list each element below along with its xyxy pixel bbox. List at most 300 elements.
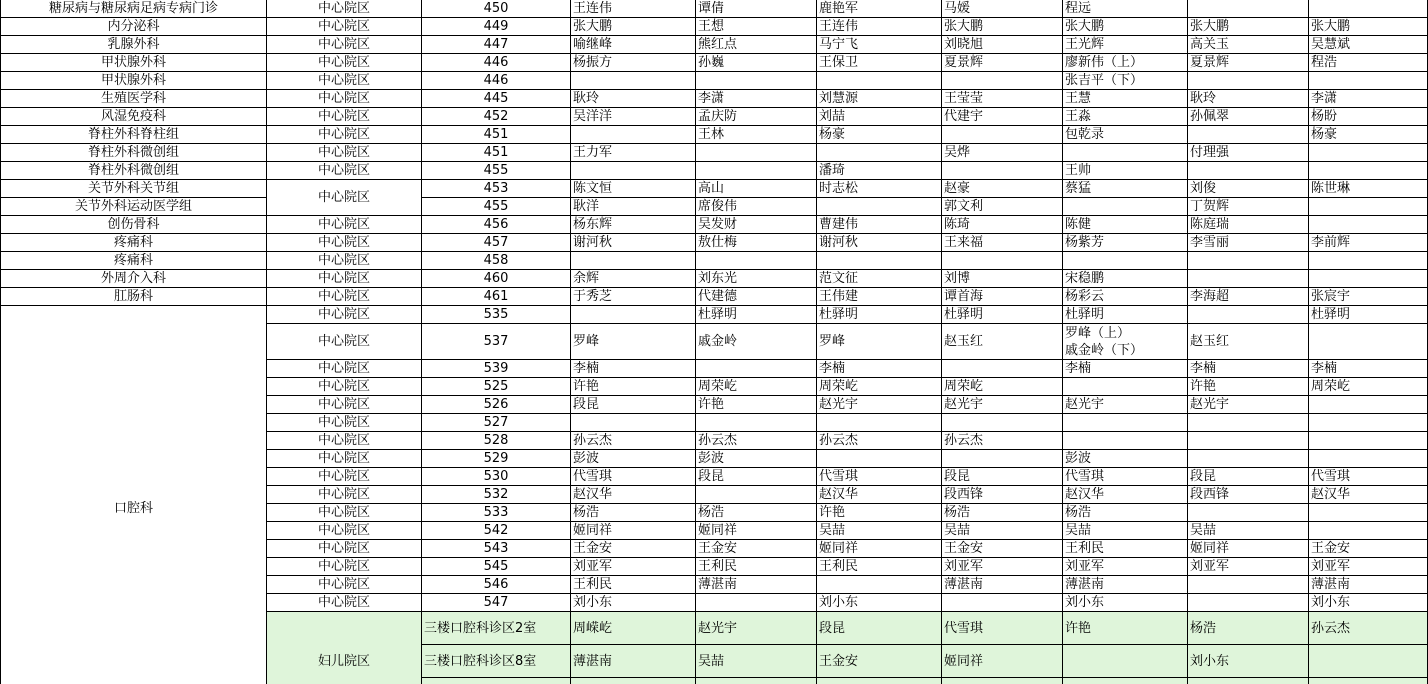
campus-cell[interactable]: 中心院区 bbox=[267, 288, 422, 306]
dept-cell[interactable]: 口腔科 bbox=[1, 306, 267, 684]
doctor-cell[interactable]: 李楠 bbox=[817, 360, 942, 378]
room-cell[interactable]: 546 bbox=[422, 576, 571, 594]
doctor-cell[interactable]: 宋稳鹏 bbox=[1063, 270, 1188, 288]
doctor-cell[interactable]: 耿玲 bbox=[1188, 90, 1309, 108]
doctor-cell[interactable] bbox=[571, 162, 696, 180]
room-cell[interactable]: 543 bbox=[422, 540, 571, 558]
room-cell[interactable]: 455 bbox=[422, 162, 571, 180]
doctor-cell[interactable] bbox=[571, 126, 696, 144]
doctor-cell[interactable] bbox=[942, 72, 1063, 90]
campus-cell[interactable]: 中心院区 bbox=[267, 18, 422, 36]
empty-cell[interactable] bbox=[1188, 678, 1309, 684]
campus-cell[interactable]: 中心院区 bbox=[267, 468, 422, 486]
doctor-cell[interactable]: 薄湛南 bbox=[1063, 576, 1188, 594]
room-cell[interactable]: 526 bbox=[422, 396, 571, 414]
doctor-cell[interactable]: 付理强 bbox=[1188, 144, 1309, 162]
doctor-cell[interactable]: 谭首海 bbox=[942, 288, 1063, 306]
doctor-cell[interactable] bbox=[1309, 414, 1428, 432]
doctor-cell[interactable]: 赵汉华 bbox=[1063, 486, 1188, 504]
doctor-cell[interactable]: 耿玲 bbox=[571, 90, 696, 108]
doctor-cell[interactable]: 刘晓旭 bbox=[942, 36, 1063, 54]
doctor-cell[interactable]: 陈文恒 bbox=[571, 180, 696, 198]
doctor-cell[interactable]: 薄湛南 bbox=[942, 576, 1063, 594]
doctor-cell[interactable]: 范文征 bbox=[817, 270, 942, 288]
doctor-cell[interactable] bbox=[696, 594, 817, 612]
doctor-cell[interactable]: 孙云杰 bbox=[696, 432, 817, 450]
doctor-cell[interactable]: 李雪丽 bbox=[1188, 234, 1309, 252]
doctor-cell[interactable]: 吴洋洋 bbox=[571, 108, 696, 126]
room-cell[interactable]: 452 bbox=[422, 108, 571, 126]
doctor-cell[interactable]: 姬同祥 bbox=[696, 522, 817, 540]
room-cell[interactable]: 527 bbox=[422, 414, 571, 432]
doctor-cell[interactable]: 段昆 bbox=[942, 468, 1063, 486]
doctor-cell[interactable] bbox=[1309, 0, 1428, 18]
empty-cell[interactable] bbox=[422, 678, 571, 684]
doctor-cell[interactable] bbox=[1309, 252, 1428, 270]
doctor-cell[interactable]: 刘俊 bbox=[1188, 180, 1309, 198]
doctor-cell[interactable]: 李楠 bbox=[571, 360, 696, 378]
doctor-cell[interactable]: 周荣屹 bbox=[942, 378, 1063, 396]
campus-cell[interactable]: 妇儿院区 bbox=[267, 612, 422, 684]
doctor-cell[interactable]: 杨振方 bbox=[571, 54, 696, 72]
room-cell[interactable]: 445 bbox=[422, 90, 571, 108]
campus-cell[interactable]: 中心院区 bbox=[267, 54, 422, 72]
room-cell[interactable]: 529 bbox=[422, 450, 571, 468]
doctor-cell[interactable]: 许艳 bbox=[1063, 612, 1188, 645]
doctor-cell[interactable] bbox=[1188, 414, 1309, 432]
campus-cell[interactable]: 中心院区 bbox=[267, 0, 422, 18]
doctor-cell[interactable]: 赵光宇 bbox=[942, 396, 1063, 414]
doctor-cell[interactable]: 王力军 bbox=[571, 144, 696, 162]
doctor-cell[interactable]: 谭倩 bbox=[696, 0, 817, 18]
doctor-cell[interactable] bbox=[1309, 144, 1428, 162]
doctor-cell[interactable] bbox=[1309, 162, 1428, 180]
campus-cell[interactable]: 中心院区 bbox=[267, 594, 422, 612]
doctor-cell[interactable]: 王帅 bbox=[1063, 162, 1188, 180]
doctor-cell[interactable]: 吴烨 bbox=[942, 144, 1063, 162]
doctor-cell[interactable]: 夏景辉 bbox=[1188, 54, 1309, 72]
doctor-cell[interactable]: 周荣屹 bbox=[1309, 378, 1428, 396]
doctor-cell[interactable]: 刘亚军 bbox=[1063, 558, 1188, 576]
doctor-cell[interactable] bbox=[817, 72, 942, 90]
doctor-cell[interactable]: 刘博 bbox=[942, 270, 1063, 288]
empty-cell[interactable] bbox=[696, 678, 817, 684]
doctor-cell[interactable] bbox=[817, 252, 942, 270]
room-cell[interactable]: 447 bbox=[422, 36, 571, 54]
doctor-cell[interactable]: 彭波 bbox=[571, 450, 696, 468]
doctor-cell[interactable]: 谢河秋 bbox=[817, 234, 942, 252]
room-cell[interactable]: 537 bbox=[422, 324, 571, 360]
doctor-cell[interactable]: 赵光宇 bbox=[696, 612, 817, 645]
doctor-cell[interactable]: 王连伟 bbox=[571, 0, 696, 18]
doctor-cell[interactable]: 代雪琪 bbox=[1309, 468, 1428, 486]
doctor-cell[interactable]: 王金安 bbox=[1309, 540, 1428, 558]
doctor-cell[interactable] bbox=[942, 594, 1063, 612]
doctor-cell[interactable] bbox=[1063, 324, 1188, 360]
doctor-cell[interactable]: 张吉平（下） bbox=[1063, 72, 1188, 90]
dept-cell[interactable]: 疼痛科 bbox=[1, 252, 267, 270]
doctor-cell[interactable]: 孙云杰 bbox=[942, 432, 1063, 450]
doctor-cell[interactable]: 王林 bbox=[696, 126, 817, 144]
doctor-cell[interactable]: 张大鹏 bbox=[571, 18, 696, 36]
doctor-cell[interactable]: 杜驿明 bbox=[696, 306, 817, 324]
doctor-cell[interactable]: 高关玉 bbox=[1188, 36, 1309, 54]
doctor-cell[interactable]: 杜驿明 bbox=[942, 306, 1063, 324]
doctor-cell[interactable]: 丁贺辉 bbox=[1188, 198, 1309, 216]
doctor-cell[interactable]: 马宁飞 bbox=[817, 36, 942, 54]
doctor-cell[interactable]: 程浩 bbox=[1309, 54, 1428, 72]
doctor-cell[interactable]: 陈庭瑞 bbox=[1188, 216, 1309, 234]
dept-cell[interactable]: 疼痛科 bbox=[1, 234, 267, 252]
doctor-cell[interactable] bbox=[1309, 324, 1428, 360]
doctor-cell[interactable]: 马媛 bbox=[942, 0, 1063, 18]
doctor-cell[interactable] bbox=[1063, 144, 1188, 162]
empty-cell[interactable] bbox=[1063, 678, 1188, 684]
doctor-cell[interactable]: 吴喆 bbox=[696, 645, 817, 678]
doctor-cell[interactable]: 代雪琪 bbox=[571, 468, 696, 486]
doctor-cell[interactable]: 蔡猛 bbox=[1063, 180, 1188, 198]
campus-cell[interactable]: 中心院区 bbox=[267, 414, 422, 432]
doctor-cell[interactable]: 刘小东 bbox=[1309, 594, 1428, 612]
doctor-cell[interactable] bbox=[1309, 198, 1428, 216]
doctor-cell[interactable]: 彭波 bbox=[696, 450, 817, 468]
doctor-cell[interactable]: 姬同祥 bbox=[942, 645, 1063, 678]
doctor-cell[interactable]: 刘亚军 bbox=[571, 558, 696, 576]
doctor-cell[interactable] bbox=[817, 144, 942, 162]
doctor-cell[interactable]: 王金安 bbox=[817, 645, 942, 678]
doctor-cell[interactable]: 王金安 bbox=[571, 540, 696, 558]
dept-cell[interactable]: 脊柱外科脊柱组 bbox=[1, 126, 267, 144]
doctor-cell[interactable]: 刘亚军 bbox=[1188, 558, 1309, 576]
doctor-cell[interactable]: 王利民 bbox=[571, 576, 696, 594]
doctor-cell[interactable]: 段昆 bbox=[817, 612, 942, 645]
campus-cell[interactable]: 中心院区 bbox=[267, 90, 422, 108]
room-cell[interactable]: 547 bbox=[422, 594, 571, 612]
doctor-cell[interactable]: 吴喆 bbox=[1063, 522, 1188, 540]
room-cell[interactable]: 458 bbox=[422, 252, 571, 270]
campus-cell[interactable]: 中心院区 bbox=[267, 162, 422, 180]
doctor-cell[interactable]: 刘亚军 bbox=[942, 558, 1063, 576]
doctor-cell[interactable] bbox=[571, 252, 696, 270]
doctor-cell[interactable]: 王淼 bbox=[1063, 108, 1188, 126]
doctor-cell[interactable]: 许艳 bbox=[696, 396, 817, 414]
doctor-cell[interactable]: 余辉 bbox=[571, 270, 696, 288]
dept-cell[interactable]: 脊柱外科微创组 bbox=[1, 162, 267, 180]
doctor-cell[interactable]: 张宸宇 bbox=[1309, 288, 1428, 306]
dept-cell[interactable]: 甲状腺外科 bbox=[1, 54, 267, 72]
doctor-cell[interactable] bbox=[817, 576, 942, 594]
doctor-cell[interactable]: 李海超 bbox=[1188, 288, 1309, 306]
doctor-cell[interactable]: 杨浩 bbox=[571, 504, 696, 522]
doctor-cell[interactable]: 王保卫 bbox=[817, 54, 942, 72]
doctor-cell[interactable]: 姬同祥 bbox=[571, 522, 696, 540]
doctor-cell[interactable]: 赵光宇 bbox=[1063, 396, 1188, 414]
doctor-cell[interactable]: 代雪琪 bbox=[1063, 468, 1188, 486]
doctor-cell[interactable]: 张大鹏 bbox=[1188, 18, 1309, 36]
doctor-cell[interactable] bbox=[817, 450, 942, 468]
campus-cell[interactable]: 中心院区 bbox=[267, 522, 422, 540]
doctor-cell[interactable]: 杨浩 bbox=[942, 504, 1063, 522]
empty-cell[interactable] bbox=[817, 678, 942, 684]
campus-cell[interactable]: 中心院区 bbox=[267, 144, 422, 162]
campus-cell[interactable]: 中心院区 bbox=[267, 270, 422, 288]
doctor-cell[interactable]: 代雪琪 bbox=[817, 468, 942, 486]
doctor-cell[interactable]: 喻继峰 bbox=[571, 36, 696, 54]
doctor-cell[interactable]: 代建德 bbox=[696, 288, 817, 306]
dept-cell[interactable]: 关节外科运动医学组 bbox=[1, 198, 267, 216]
room-cell[interactable]: 三楼口腔科诊区2室 bbox=[422, 612, 571, 645]
doctor-cell[interactable]: 戚金岭 bbox=[696, 324, 817, 360]
room-cell[interactable]: 450 bbox=[422, 0, 571, 18]
doctor-cell[interactable] bbox=[942, 126, 1063, 144]
doctor-cell[interactable]: 李楠 bbox=[1188, 360, 1309, 378]
doctor-cell[interactable]: 周荣屹 bbox=[696, 378, 817, 396]
doctor-cell[interactable]: 王伟建 bbox=[817, 288, 942, 306]
room-cell[interactable]: 530 bbox=[422, 468, 571, 486]
doctor-cell[interactable] bbox=[1188, 126, 1309, 144]
doctor-cell[interactable]: 罗峰 bbox=[817, 324, 942, 360]
room-cell[interactable]: 457 bbox=[422, 234, 571, 252]
doctor-cell[interactable]: 潘琦 bbox=[817, 162, 942, 180]
room-cell[interactable]: 539 bbox=[422, 360, 571, 378]
doctor-cell[interactable]: 程远 bbox=[1063, 0, 1188, 18]
doctor-cell[interactable] bbox=[1188, 270, 1309, 288]
dept-cell[interactable]: 肛肠科 bbox=[1, 288, 267, 306]
doctor-cell[interactable] bbox=[1188, 162, 1309, 180]
doctor-cell[interactable]: 陈琦 bbox=[942, 216, 1063, 234]
doctor-cell[interactable]: 段昆 bbox=[571, 396, 696, 414]
doctor-cell[interactable]: 姬同祥 bbox=[1188, 540, 1309, 558]
campus-cell[interactable]: 中心院区 bbox=[267, 324, 422, 360]
doctor-cell[interactable]: 孙云杰 bbox=[1309, 612, 1428, 645]
doctor-cell[interactable]: 刘亚军 bbox=[1309, 558, 1428, 576]
campus-cell[interactable]: 中心院区 bbox=[267, 432, 422, 450]
doctor-cell[interactable] bbox=[696, 72, 817, 90]
dept-cell[interactable]: 脊柱外科微创组 bbox=[1, 144, 267, 162]
campus-cell[interactable]: 中心院区 bbox=[267, 216, 422, 234]
room-cell[interactable]: 446 bbox=[422, 54, 571, 72]
room-cell[interactable]: 三楼口腔科诊区8室 bbox=[422, 645, 571, 678]
doctor-cell[interactable]: 杨紫芳 bbox=[1063, 234, 1188, 252]
doctor-cell[interactable]: 王光辉 bbox=[1063, 36, 1188, 54]
campus-cell[interactable]: 中心院区 bbox=[267, 576, 422, 594]
doctor-cell[interactable]: 吴发财 bbox=[696, 216, 817, 234]
doctor-cell[interactable]: 吴慧斌 bbox=[1309, 36, 1428, 54]
room-cell[interactable]: 525 bbox=[422, 378, 571, 396]
doctor-cell[interactable]: 吴喆 bbox=[942, 522, 1063, 540]
doctor-cell[interactable]: 熊红点 bbox=[696, 36, 817, 54]
doctor-cell[interactable] bbox=[1063, 378, 1188, 396]
doctor-cell[interactable]: 段昆 bbox=[1188, 468, 1309, 486]
dept-cell[interactable]: 糖尿病与糖尿病足病专病门诊 bbox=[1, 0, 267, 18]
doctor-cell[interactable]: 王金安 bbox=[942, 540, 1063, 558]
doctor-cell[interactable]: 杨浩 bbox=[1063, 504, 1188, 522]
room-cell[interactable]: 545 bbox=[422, 558, 571, 576]
doctor-cell[interactable] bbox=[696, 162, 817, 180]
room-cell[interactable]: 542 bbox=[422, 522, 571, 540]
doctor-cell[interactable] bbox=[1063, 645, 1188, 678]
doctor-cell[interactable] bbox=[1309, 645, 1428, 678]
doctor-cell[interactable] bbox=[1309, 396, 1428, 414]
doctor-cell[interactable]: 赵玉红 bbox=[1188, 324, 1309, 360]
room-cell[interactable]: 453 bbox=[422, 180, 571, 198]
doctor-cell[interactable] bbox=[696, 144, 817, 162]
doctor-cell[interactable] bbox=[696, 414, 817, 432]
doctor-cell[interactable]: 陈世琳 bbox=[1309, 180, 1428, 198]
doctor-cell[interactable] bbox=[696, 252, 817, 270]
room-cell[interactable]: 451 bbox=[422, 126, 571, 144]
doctor-cell[interactable]: 李楠 bbox=[1063, 360, 1188, 378]
doctor-cell[interactable]: 刘慧源 bbox=[817, 90, 942, 108]
doctor-cell[interactable] bbox=[817, 198, 942, 216]
doctor-cell[interactable] bbox=[1188, 306, 1309, 324]
doctor-cell[interactable] bbox=[942, 414, 1063, 432]
doctor-cell[interactable]: 杨彩云 bbox=[1063, 288, 1188, 306]
doctor-cell[interactable] bbox=[817, 414, 942, 432]
doctor-cell[interactable]: 时志松 bbox=[817, 180, 942, 198]
doctor-cell[interactable]: 王连伟 bbox=[817, 18, 942, 36]
room-cell[interactable]: 460 bbox=[422, 270, 571, 288]
doctor-cell[interactable] bbox=[1063, 432, 1188, 450]
room-cell[interactable]: 535 bbox=[422, 306, 571, 324]
dept-cell[interactable]: 创伤骨科 bbox=[1, 216, 267, 234]
doctor-cell[interactable]: 吴喆 bbox=[817, 522, 942, 540]
doctor-cell[interactable]: 赵玉红 bbox=[942, 324, 1063, 360]
doctor-cell[interactable] bbox=[1309, 270, 1428, 288]
campus-cell[interactable]: 中心院区 bbox=[267, 126, 422, 144]
doctor-cell[interactable]: 夏景辉 bbox=[942, 54, 1063, 72]
doctor-cell[interactable]: 许艳 bbox=[817, 504, 942, 522]
doctor-cell[interactable] bbox=[1188, 450, 1309, 468]
doctor-cell[interactable]: 李潇 bbox=[696, 90, 817, 108]
doctor-cell[interactable] bbox=[942, 360, 1063, 378]
doctor-cell[interactable] bbox=[1188, 504, 1309, 522]
dept-cell[interactable]: 外周介入科 bbox=[1, 270, 267, 288]
doctor-cell[interactable]: 刘小东 bbox=[817, 594, 942, 612]
room-cell[interactable]: 532 bbox=[422, 486, 571, 504]
doctor-cell[interactable]: 王利民 bbox=[696, 558, 817, 576]
doctor-cell[interactable] bbox=[1063, 414, 1188, 432]
doctor-cell[interactable]: 刘东光 bbox=[696, 270, 817, 288]
doctor-cell[interactable]: 孙云杰 bbox=[817, 432, 942, 450]
doctor-cell[interactable]: 杜驿明 bbox=[1063, 306, 1188, 324]
doctor-cell[interactable]: 赵汉华 bbox=[1309, 486, 1428, 504]
doctor-cell[interactable]: 吴喆 bbox=[1188, 522, 1309, 540]
doctor-cell[interactable]: 张大鹏 bbox=[1063, 18, 1188, 36]
doctor-cell[interactable] bbox=[696, 486, 817, 504]
doctor-cell[interactable] bbox=[1309, 504, 1428, 522]
doctor-cell[interactable]: 赵豪 bbox=[942, 180, 1063, 198]
doctor-cell[interactable] bbox=[571, 414, 696, 432]
doctor-cell[interactable]: 于秀芝 bbox=[571, 288, 696, 306]
doctor-cell[interactable]: 谢河秋 bbox=[571, 234, 696, 252]
doctor-cell[interactable]: 杜驿明 bbox=[817, 306, 942, 324]
doctor-cell[interactable]: 刘小东 bbox=[1063, 594, 1188, 612]
doctor-cell[interactable]: 王利民 bbox=[1063, 540, 1188, 558]
doctor-cell[interactable] bbox=[942, 252, 1063, 270]
dept-cell[interactable]: 关节外科关节组 bbox=[1, 180, 267, 198]
room-cell[interactable]: 449 bbox=[422, 18, 571, 36]
doctor-cell[interactable]: 杨浩 bbox=[1188, 612, 1309, 645]
dept-cell[interactable]: 风湿免疫科 bbox=[1, 108, 267, 126]
doctor-cell[interactable] bbox=[1063, 198, 1188, 216]
doctor-cell[interactable]: 代雪琪 bbox=[942, 612, 1063, 645]
campus-cell[interactable]: 中心院区 bbox=[267, 36, 422, 54]
dept-cell[interactable]: 内分泌科 bbox=[1, 18, 267, 36]
campus-cell[interactable]: 中心院区 bbox=[267, 540, 422, 558]
doctor-cell[interactable]: 段昆 bbox=[696, 468, 817, 486]
dept-cell[interactable]: 甲状腺外科 bbox=[1, 72, 267, 90]
campus-cell[interactable]: 中心院区 bbox=[267, 360, 422, 378]
doctor-cell[interactable]: 王利民 bbox=[817, 558, 942, 576]
doctor-cell[interactable]: 刘小东 bbox=[1188, 645, 1309, 678]
doctor-cell[interactable] bbox=[1309, 72, 1428, 90]
room-cell[interactable]: 456 bbox=[422, 216, 571, 234]
doctor-cell[interactable]: 杨豪 bbox=[1309, 126, 1428, 144]
room-cell[interactable]: 451 bbox=[422, 144, 571, 162]
doctor-cell[interactable]: 彭波 bbox=[1063, 450, 1188, 468]
doctor-cell[interactable]: 廖新伟（上） bbox=[1063, 54, 1188, 72]
doctor-cell[interactable]: 薄湛南 bbox=[696, 576, 817, 594]
doctor-cell[interactable] bbox=[1309, 432, 1428, 450]
doctor-cell[interactable]: 席俊伟 bbox=[696, 198, 817, 216]
campus-cell[interactable]: 中心院区 bbox=[267, 378, 422, 396]
doctor-cell[interactable] bbox=[1188, 0, 1309, 18]
doctor-cell[interactable]: 许艳 bbox=[571, 378, 696, 396]
empty-cell[interactable] bbox=[1309, 678, 1428, 684]
campus-cell[interactable]: 中心院区 bbox=[267, 252, 422, 270]
dept-cell[interactable]: 乳腺外科 bbox=[1, 36, 267, 54]
doctor-cell[interactable] bbox=[942, 450, 1063, 468]
campus-cell[interactable]: 中心院区 bbox=[267, 234, 422, 252]
doctor-cell[interactable]: 王慧 bbox=[1063, 90, 1188, 108]
doctor-cell[interactable]: 刘小东 bbox=[571, 594, 696, 612]
doctor-cell[interactable]: 赵光宇 bbox=[817, 396, 942, 414]
doctor-cell[interactable]: 郭文利 bbox=[942, 198, 1063, 216]
doctor-cell[interactable]: 杨豪 bbox=[817, 126, 942, 144]
doctor-cell[interactable]: 李前辉 bbox=[1309, 234, 1428, 252]
doctor-cell[interactable]: 王想 bbox=[696, 18, 817, 36]
doctor-cell[interactable] bbox=[1309, 522, 1428, 540]
doctor-cell[interactable]: 赵汉华 bbox=[571, 486, 696, 504]
doctor-cell[interactable]: 孙云杰 bbox=[571, 432, 696, 450]
doctor-cell[interactable]: 李楠 bbox=[1309, 360, 1428, 378]
doctor-cell[interactable]: 刘喆 bbox=[817, 108, 942, 126]
doctor-cell[interactable]: 王莹莹 bbox=[942, 90, 1063, 108]
room-cell[interactable]: 461 bbox=[422, 288, 571, 306]
doctor-cell[interactable] bbox=[1188, 576, 1309, 594]
doctor-cell[interactable]: 耿洋 bbox=[571, 198, 696, 216]
doctor-cell[interactable]: 杨浩 bbox=[696, 504, 817, 522]
doctor-cell[interactable]: 鹿艳军 bbox=[817, 0, 942, 18]
campus-cell[interactable]: 中心院区 bbox=[267, 72, 422, 90]
doctor-cell[interactable]: 杜驿明 bbox=[1309, 306, 1428, 324]
doctor-cell[interactable]: 段西锋 bbox=[942, 486, 1063, 504]
doctor-cell[interactable]: 代建宇 bbox=[942, 108, 1063, 126]
doctor-cell[interactable]: 曹建伟 bbox=[817, 216, 942, 234]
doctor-cell[interactable] bbox=[942, 162, 1063, 180]
doctor-cell[interactable]: 王来福 bbox=[942, 234, 1063, 252]
doctor-cell[interactable] bbox=[1309, 450, 1428, 468]
campus-cell[interactable]: 中心院区 bbox=[267, 396, 422, 414]
doctor-cell[interactable] bbox=[571, 306, 696, 324]
doctor-cell[interactable]: 包乾录 bbox=[1063, 126, 1188, 144]
doctor-cell[interactable]: 赵汉华 bbox=[817, 486, 942, 504]
doctor-cell[interactable] bbox=[571, 72, 696, 90]
doctor-cell[interactable]: 敖仕梅 bbox=[696, 234, 817, 252]
campus-cell[interactable]: 中心院区 bbox=[267, 450, 422, 468]
room-cell[interactable]: 446 bbox=[422, 72, 571, 90]
